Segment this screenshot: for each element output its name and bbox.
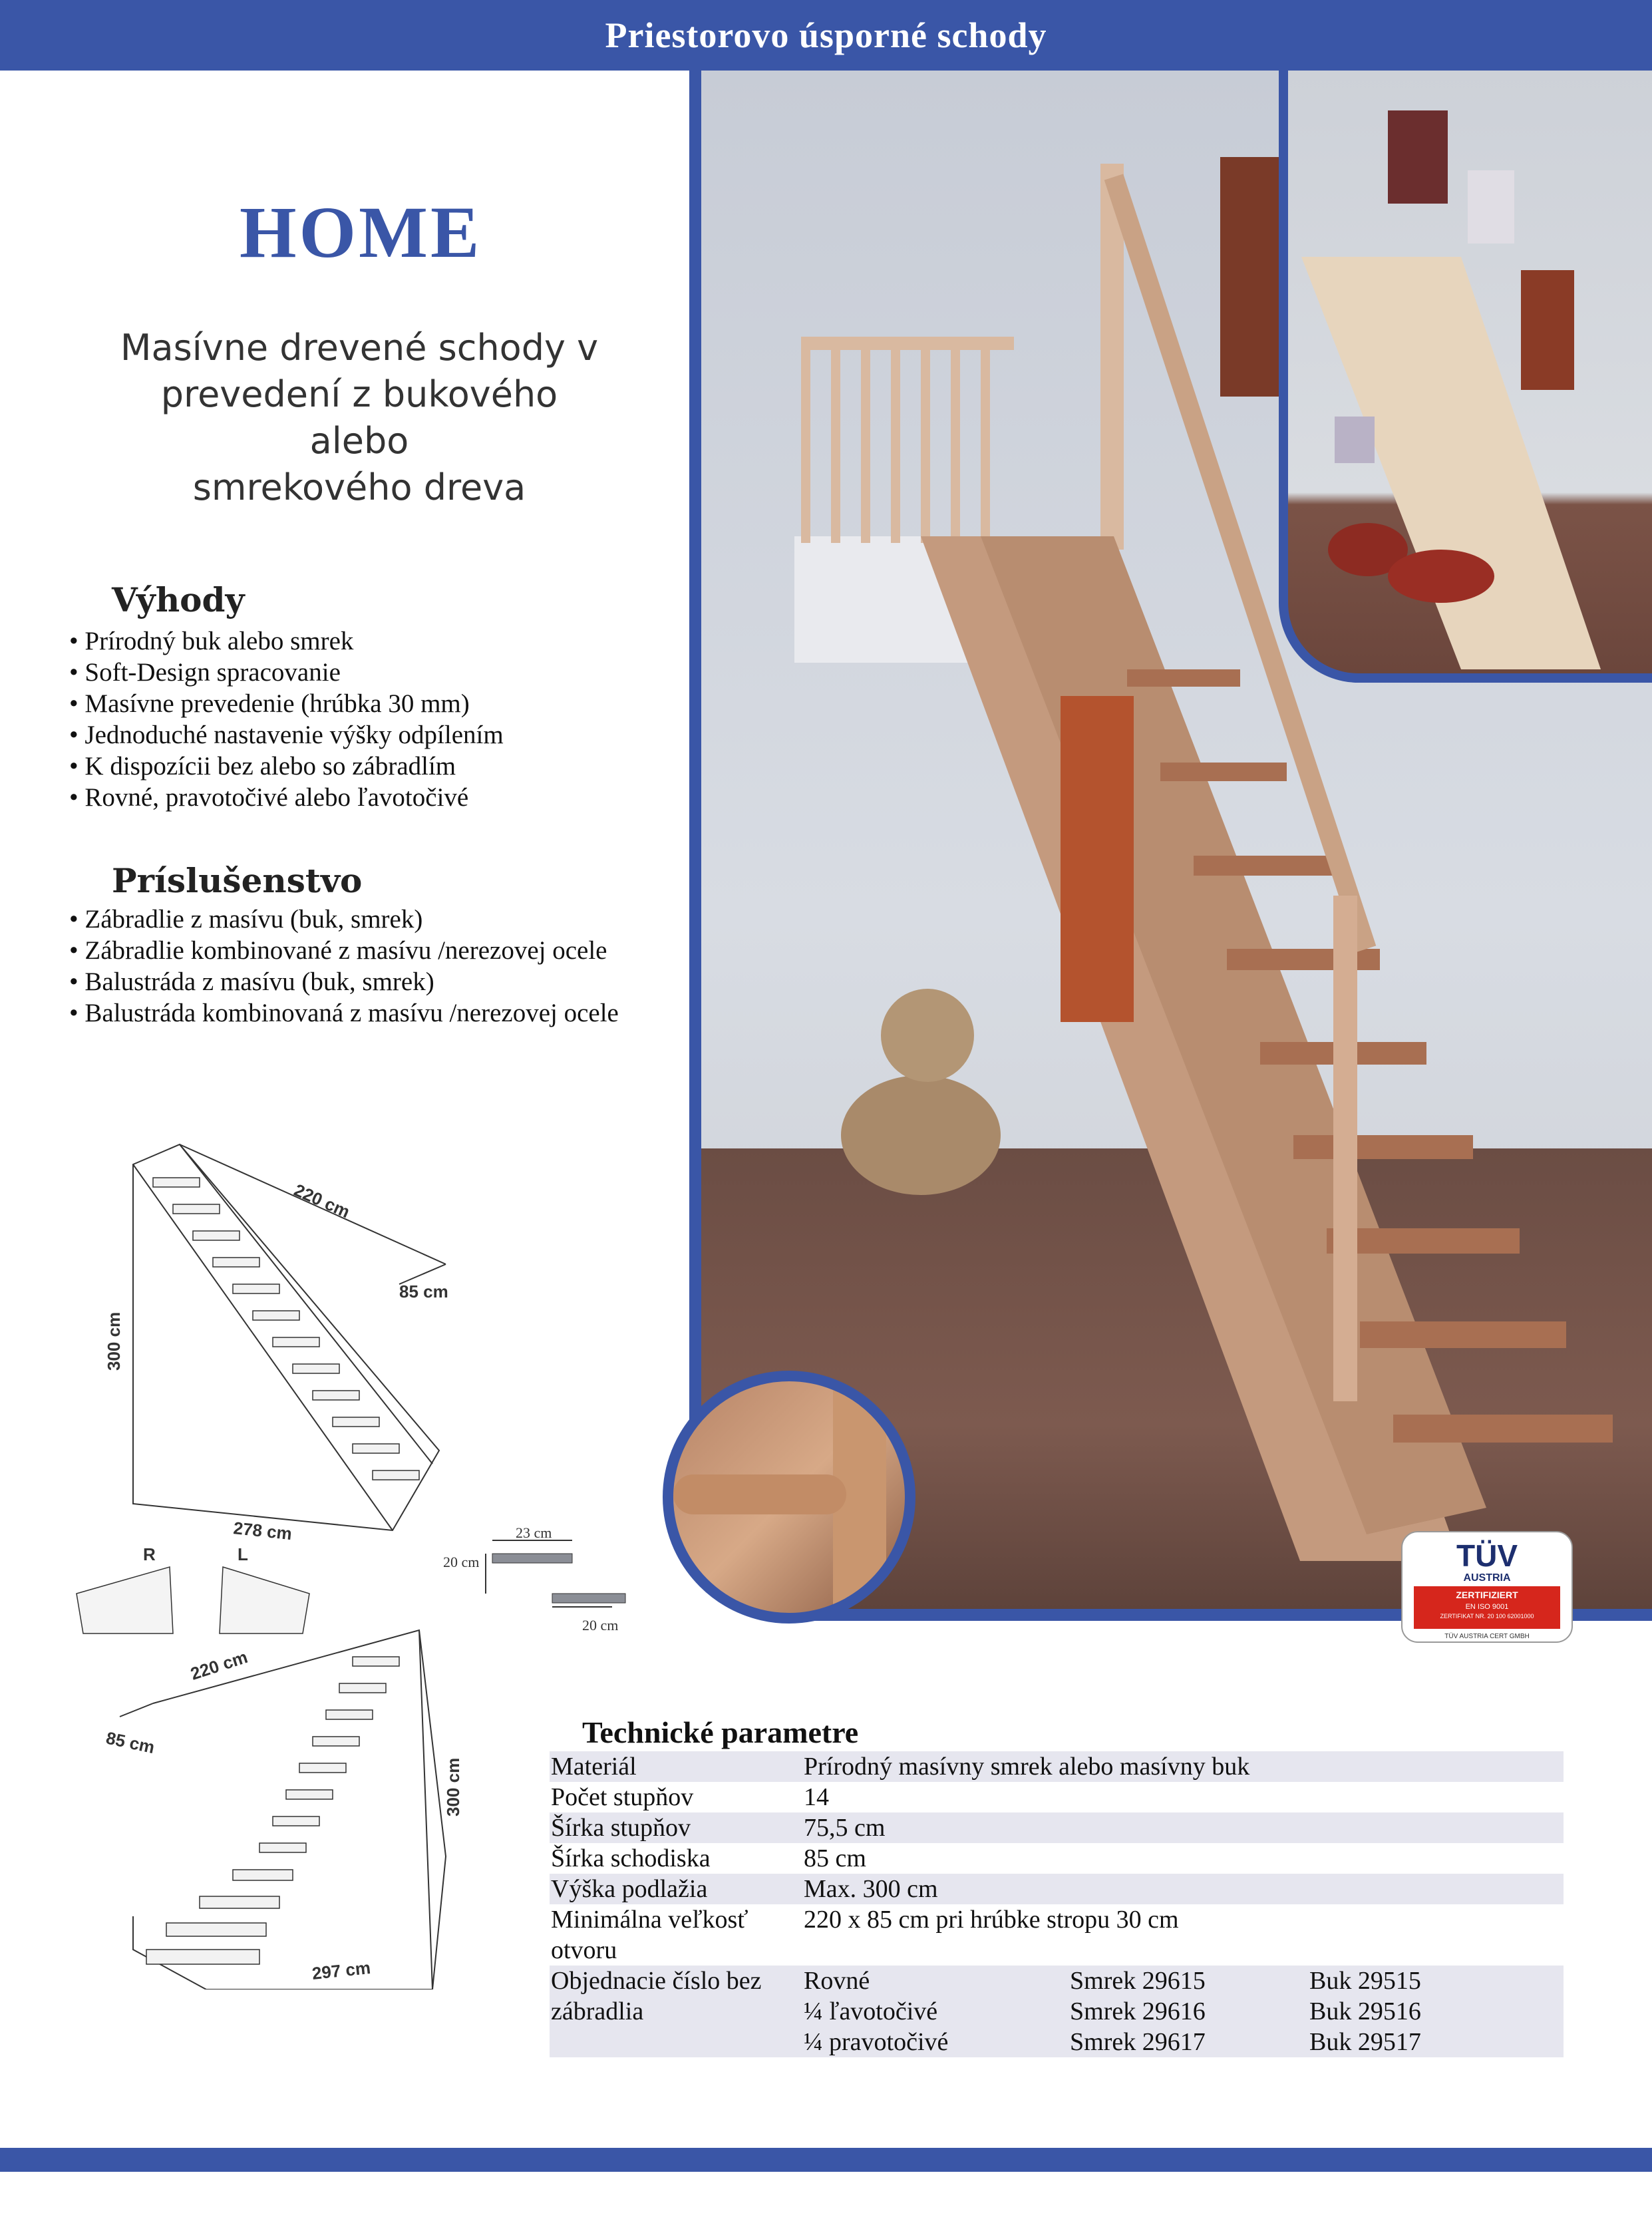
footer-bar xyxy=(0,2148,1652,2172)
badge-brand: TÜV xyxy=(1456,1538,1518,1573)
badge-line2: EN ISO 9001 xyxy=(1465,1603,1509,1611)
header-title: Priestorovo úsporné schody xyxy=(605,15,1047,55)
table-row xyxy=(550,1874,1564,1904)
list-item: • K dispozícii bez alebo so zábradlím xyxy=(69,751,504,782)
product-intro xyxy=(106,325,612,511)
dim-top-length: 220 cm xyxy=(291,1180,353,1222)
turn-stair-drawing xyxy=(100,1617,472,1989)
order-type: ¼ ľavotočivé xyxy=(804,1997,938,2025)
list-item: • Jednoduché nastavenie výšky odpílením xyxy=(69,719,504,751)
list-item: • Zábradlie z masívu (buk, smrek) xyxy=(69,904,619,935)
accessories-list xyxy=(69,904,619,1029)
order-beech: Buk 29516 xyxy=(1309,1997,1421,2025)
tuv-badge xyxy=(1401,1530,1573,1643)
intro-line: Masívne drevené schody v xyxy=(120,327,599,369)
row-label: Šírka schodiska xyxy=(551,1844,711,1872)
order-row xyxy=(804,1996,1564,2027)
row-label: Výška podlažia xyxy=(551,1875,708,1903)
product-title: HOME xyxy=(240,192,482,273)
table-row xyxy=(550,1904,1564,1966)
order-row xyxy=(804,2027,1564,2057)
table-row xyxy=(550,1843,1564,1874)
accessories-heading: Príslušenstvo xyxy=(112,861,363,900)
dim-base-length: 278 cm xyxy=(232,1518,293,1544)
order-beech: Buk 29517 xyxy=(1309,2028,1421,2056)
label-left: L xyxy=(238,1544,248,1564)
row-value: 75,5 cm xyxy=(804,1814,886,1842)
table-row xyxy=(550,1751,1564,1782)
table-row xyxy=(550,1966,1564,2057)
intro-line: prevedení z bukového alebo xyxy=(160,373,558,462)
order-spruce: Smrek 29615 xyxy=(1070,1967,1206,1995)
list-item: • Masívne prevedenie (hrúbka 30 mm) xyxy=(69,688,504,719)
order-beech: Buk 29515 xyxy=(1309,1967,1421,1995)
intro-line: smrekového dreva xyxy=(192,466,526,508)
order-spruce: Smrek 29617 xyxy=(1070,2028,1206,2056)
badge-line1: ZERTIFIZIERT xyxy=(1456,1590,1518,1600)
tech-table xyxy=(550,1751,1564,2057)
list-item: • Rovné, pravotočivé alebo ľavotočivé xyxy=(69,782,504,813)
dim-width: 85 cm xyxy=(104,1727,157,1758)
order-spruce: Smrek 29616 xyxy=(1070,1997,1206,2025)
tech-heading: Technické parametre xyxy=(582,1715,859,1749)
row-label: Objednacie číslo bez zábradlia xyxy=(551,1967,762,2025)
row-label: Minimálna veľkosť otvoru xyxy=(551,1906,748,1964)
order-type: Rovné xyxy=(804,1967,870,1995)
detail-zoom-photo xyxy=(663,1371,915,1624)
table-row xyxy=(550,1782,1564,1812)
advantages-list xyxy=(69,625,504,813)
row-label: Počet stupňov xyxy=(551,1783,694,1811)
header-bar xyxy=(0,0,1652,71)
dim-base-length: 297 cm xyxy=(311,1957,372,1983)
list-item: • Balustráda kombinovaná z masívu /nerezovej ocele xyxy=(69,997,619,1029)
badge-country: AUSTRIA xyxy=(1463,1572,1511,1584)
badge-line3: ZERTIFIKAT NR. 20 100 62001000 xyxy=(1440,1613,1534,1620)
list-item: • Soft-Design spracovanie xyxy=(69,657,504,688)
step-depth: 23 cm xyxy=(516,1527,552,1541)
dim-width: 85 cm xyxy=(399,1282,448,1301)
label-right: R xyxy=(143,1544,156,1564)
list-item: • Zábradlie kombinované z masívu /nerezovej ocele xyxy=(69,935,619,966)
dim-top-length: 220 cm xyxy=(188,1646,250,1684)
order-type: ¼ pravotočivé xyxy=(804,2028,949,2056)
advantages-heading: Výhody xyxy=(112,580,245,619)
row-value: 220 x 85 cm pri hrúbke stropu 30 cm xyxy=(804,1906,1179,1934)
list-item: • Prírodný buk alebo smrek xyxy=(69,625,504,657)
inset-photo xyxy=(1279,71,1652,683)
row-value: 85 cm xyxy=(804,1844,866,1872)
step-rise-bottom: 20 cm xyxy=(582,1617,619,1633)
row-value: Max. 300 cm xyxy=(804,1875,938,1903)
row-label: Materiál xyxy=(551,1753,637,1781)
badge-line4: TÜV AUSTRIA CERT GMBH xyxy=(1444,1633,1530,1640)
table-row xyxy=(550,1812,1564,1843)
row-value: 14 xyxy=(804,1783,829,1811)
dim-height: 300 cm xyxy=(443,1757,463,1816)
step-rise-left: 20 cm xyxy=(443,1554,480,1570)
dim-height: 300 cm xyxy=(104,1311,124,1371)
order-row xyxy=(804,1966,1564,1996)
row-label: Šírka stupňov xyxy=(551,1814,691,1842)
straight-stair-drawing xyxy=(100,1131,472,1557)
list-item: • Balustráda z masívu (buk, smrek) xyxy=(69,966,619,997)
row-value: Prírodný masívny smrek alebo masívny buk xyxy=(804,1753,1250,1781)
order-numbers xyxy=(804,1966,1564,2057)
